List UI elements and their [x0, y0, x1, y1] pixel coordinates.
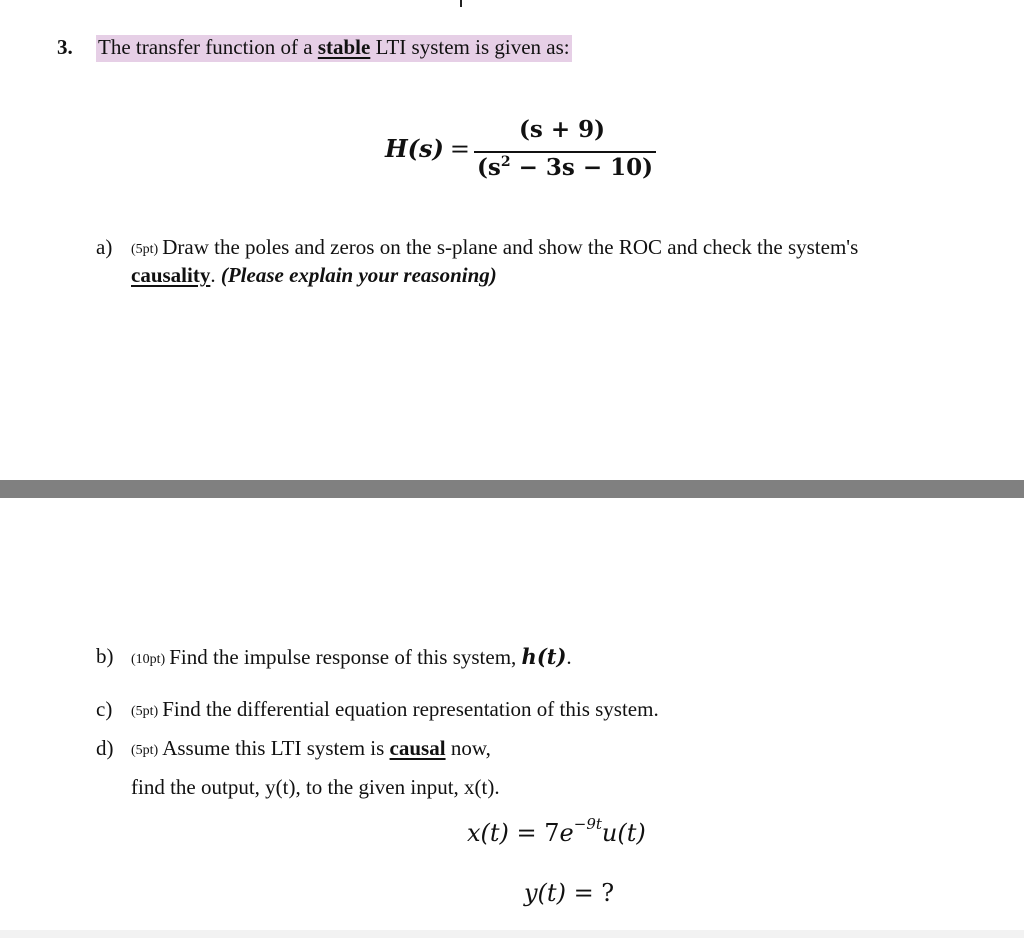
- output-rest: = ?: [565, 879, 615, 907]
- page-edge-mark: [460, 0, 462, 7]
- den-s: s: [487, 154, 501, 181]
- part-d-after-emph: now,: [445, 736, 491, 760]
- part-a-body: Draw the poles and zeros on the s-plane and show the ROC and check the system's: [162, 235, 859, 259]
- question-intro-after: LTI system is given as:: [370, 35, 570, 59]
- part-d-text: [131, 736, 491, 761]
- part-a-line2: [131, 263, 497, 288]
- input-e: e: [559, 819, 574, 847]
- part-a-after-emph: .: [210, 263, 221, 287]
- den-open: (: [477, 154, 488, 181]
- page-bottom-strip: [0, 930, 1024, 938]
- fraction-bar: [474, 151, 656, 153]
- equals-sign: =: [449, 135, 471, 163]
- page-divider-band: [0, 480, 1024, 498]
- part-b-points: (10pt): [131, 652, 166, 667]
- part-d-points: (5pt): [131, 743, 159, 758]
- part-b-after-emph: .: [566, 645, 572, 669]
- part-d-body: Assume this LTI system is: [162, 736, 390, 760]
- part-a-note: (Please explain your reasoning): [220, 263, 497, 287]
- part-d-line2: find the output, y(t), to the given input, x(t).: [131, 775, 500, 799]
- fraction-numerator: (s + 9): [519, 116, 606, 143]
- part-d-emph: causal: [389, 736, 446, 760]
- question-intro: [96, 35, 572, 62]
- part-b-label: b): [96, 644, 114, 668]
- output-lhs: y(t): [524, 879, 566, 907]
- part-d-label: d): [96, 736, 114, 760]
- part-b-emph: h(t): [521, 644, 567, 669]
- input-eq-coef: = 7: [508, 819, 560, 847]
- lhs-symbol: H(s): [385, 134, 444, 163]
- part-c-text: [131, 697, 659, 722]
- input-lhs: x(t): [467, 819, 509, 847]
- den-rest: − 3s − 10): [510, 154, 654, 181]
- part-b-body: Find the impulse response of this system,: [169, 645, 522, 669]
- part-a-label: a): [96, 235, 113, 259]
- input-equation: [467, 815, 646, 847]
- transfer-function-lhs: [385, 134, 470, 163]
- part-a-text: [131, 235, 858, 260]
- part-c-body: Find the differential equation representation of this system.: [162, 697, 659, 721]
- question-intro-before: The transfer function of a: [98, 35, 318, 59]
- input-exponent: −9t: [573, 815, 602, 833]
- part-b-text: [131, 644, 572, 670]
- part-a-points: (5pt): [131, 242, 159, 257]
- fraction-denominator: [477, 154, 653, 181]
- question-intro-emph: stable: [317, 35, 371, 59]
- output-equation: [524, 879, 614, 907]
- input-rest: u(t): [601, 819, 646, 847]
- part-a-emph: causality: [131, 263, 211, 287]
- part-c-points: (5pt): [131, 704, 159, 719]
- den-exponent: 2: [500, 154, 511, 170]
- question-number: 3.: [57, 35, 73, 59]
- part-c-label: c): [96, 697, 113, 721]
